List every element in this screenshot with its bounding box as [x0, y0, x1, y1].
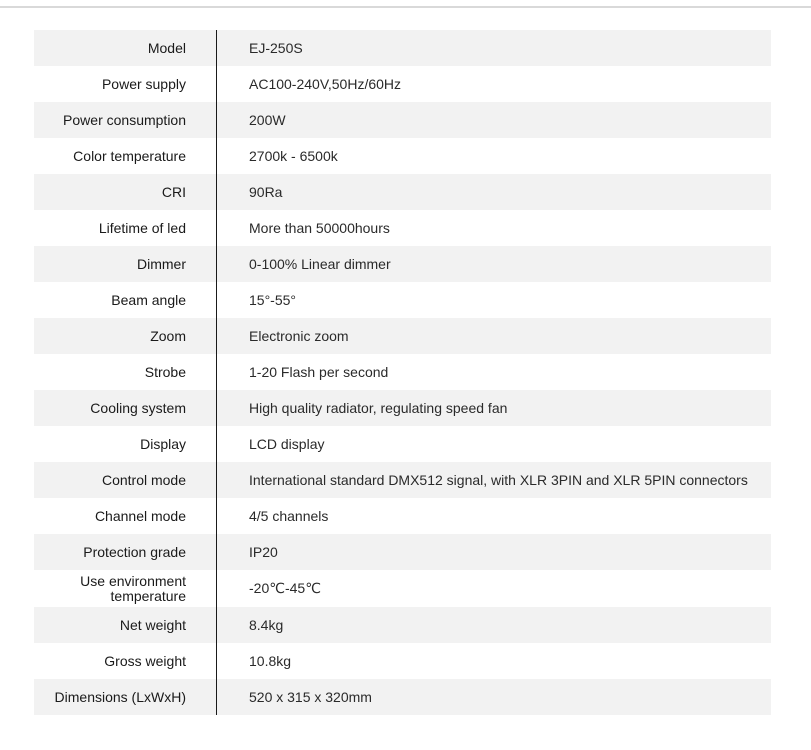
spec-label: Gross weight: [104, 652, 186, 669]
spec-label: Strobe: [144, 363, 186, 380]
spec-value: 8.4kg: [249, 617, 284, 633]
spec-label: Dimensions (LxWxH): [54, 688, 186, 705]
spec-row-cri: [34, 174, 771, 210]
spec-label: CRI: [161, 183, 186, 200]
spec-row-strobe: [34, 354, 771, 390]
spec-row-dimmer: [34, 246, 771, 282]
spec-value: 520 x 315 x 320mm: [249, 689, 372, 705]
spec-value: 10.8kg: [249, 653, 292, 669]
spec-label: Net weight: [119, 616, 186, 633]
spec-label: Lifetime of led: [98, 219, 186, 236]
spec-row-color-temperature: [34, 138, 771, 174]
spec-value: More than 50000hours: [249, 220, 390, 236]
spec-value: 15°-55°: [249, 292, 297, 308]
spec-row-protection-grade: [34, 534, 771, 570]
spec-row-power-consumption: [34, 102, 771, 138]
spec-row-display: [34, 426, 771, 462]
spec-value: 0-100% Linear dimmer: [249, 256, 391, 272]
spec-row-dimensions: [34, 679, 771, 715]
spec-row-zoom: [34, 318, 771, 354]
spec-label: Beam angle: [111, 291, 186, 308]
spec-label: Color temperature: [73, 147, 186, 164]
spec-value: 90Ra: [249, 184, 283, 200]
spec-label: Control mode: [101, 471, 186, 488]
spec-value: 200W: [249, 112, 286, 128]
spec-value: AC100-240V,50Hz/60Hz: [249, 76, 402, 92]
spec-value: Electronic zoom: [249, 328, 349, 344]
spec-label: Channel mode: [94, 507, 186, 524]
spec-row-use-environment-temperature: [34, 570, 771, 607]
spec-row-gross-weight: [34, 643, 771, 679]
spec-value: International standard DMX512 signal, with XLR 3PIN and XLR 5PIN connectors: [249, 472, 748, 488]
spec-label: Zoom: [150, 327, 186, 344]
spec-value: 1-20 Flash per second: [249, 364, 389, 380]
spec-value: IP20: [249, 544, 278, 560]
spec-row-model: [34, 30, 771, 66]
spec-value: EJ-250S: [249, 40, 303, 56]
spec-row-channel-mode: [34, 498, 771, 534]
spec-label: Power supply: [101, 75, 186, 92]
spec-label: Dimmer: [137, 255, 186, 272]
spec-label: Cooling system: [90, 399, 186, 416]
spec-label: Protection grade: [83, 543, 186, 560]
spec-value: -20℃-45℃: [249, 580, 321, 596]
spec-label: Use environment temperature: [80, 572, 186, 604]
spec-row-beam-angle: [34, 282, 771, 318]
spec-label: Model: [147, 39, 186, 56]
spec-value: High quality radiator, regulating speed fan: [249, 400, 508, 416]
spec-row-cooling-system: [34, 390, 771, 426]
spec-label: Display: [140, 435, 186, 452]
spec-row-power-supply: [34, 66, 771, 102]
spec-value: 4/5 channels: [249, 508, 329, 524]
spec-label: Power consumption: [63, 111, 186, 128]
spec-table: [34, 30, 771, 715]
spec-row-control-mode: [34, 462, 771, 498]
spec-value: LCD display: [249, 436, 325, 452]
spec-row-lifetime: [34, 210, 771, 246]
spec-value: 2700k - 6500k: [249, 148, 338, 164]
spec-row-net-weight: [34, 607, 771, 643]
top-divider: [0, 6, 811, 8]
